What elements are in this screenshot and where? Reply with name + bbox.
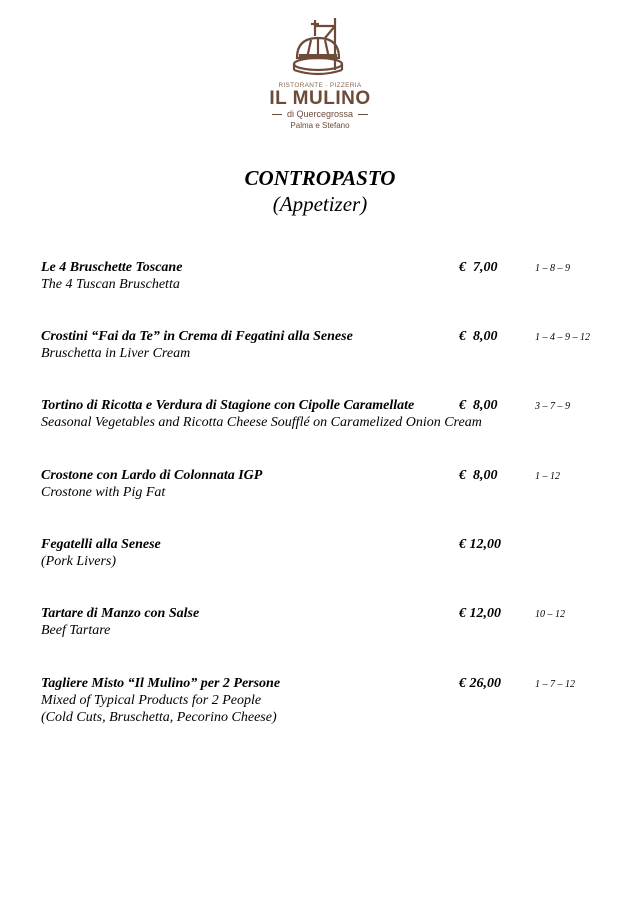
- item-allergens: 1 – 8 – 9: [535, 263, 570, 274]
- item-price: € 12,00: [459, 537, 501, 552]
- item-price: € 8,00: [459, 398, 498, 413]
- logo-location-text: di Quercegrossa: [286, 109, 354, 119]
- item-price: € 26,00: [459, 676, 501, 691]
- menu-item: [41, 259, 611, 293]
- item-description: Mixed of Typical Products for 2 People: [41, 693, 262, 708]
- logo-tagline: RISTORANTE · PIZZERIA: [278, 82, 362, 89]
- menu-item: [41, 397, 611, 431]
- menu-item: [41, 536, 611, 570]
- item-name: Tortino di Ricotta e Verdura di Stagione con Cipolle Caramellate: [41, 398, 415, 413]
- item-description: Crostone with Pig Fat: [41, 485, 166, 500]
- logo-location: [0, 109, 640, 120]
- menu-item: [41, 605, 611, 639]
- item-allergens: 1 – 7 – 12: [535, 679, 575, 690]
- item-price: € 7,00: [459, 260, 498, 275]
- menu-item: [41, 467, 611, 501]
- logo-name: IL MULINO: [269, 88, 371, 109]
- divider: [358, 114, 368, 115]
- item-description: Bruschetta in Liver Cream: [41, 346, 191, 361]
- item-description: Seasonal Vegetables and Ricotta Cheese Soufflé on Caramelized Onion Cream: [41, 415, 482, 430]
- item-description: (Cold Cuts, Bruschetta, Pecorino Cheese): [41, 710, 277, 725]
- section-title: CONTROPASTO: [244, 166, 396, 190]
- item-allergens: 10 – 12: [535, 609, 565, 620]
- item-price: € 8,00: [459, 329, 498, 344]
- divider: [272, 114, 282, 115]
- item-name: Tartare di Manzo con Salse: [41, 606, 200, 621]
- item-name: Crostini “Fai da Te” in Crema di Fegatini alla Senese: [41, 329, 353, 344]
- item-allergens: 3 – 7 – 9: [535, 401, 570, 412]
- item-description: (Pork Livers): [41, 554, 117, 569]
- item-name: Fegatelli alla Senese: [41, 537, 161, 552]
- item-allergens: 1 – 4 – 9 – 12: [535, 332, 590, 343]
- item-allergens: 1 – 12: [535, 471, 560, 482]
- item-name: Le 4 Bruschette Toscane: [41, 260, 183, 275]
- menu-item: [41, 328, 611, 362]
- item-description: Beef Tartare: [41, 623, 111, 638]
- item-price: € 8,00: [459, 468, 498, 483]
- logo-owners: Palma e Stefano: [290, 121, 350, 130]
- restaurant-logo: [0, 14, 640, 131]
- item-name: Tagliere Misto “Il Mulino” per 2 Persone: [41, 676, 281, 691]
- item-description: The 4 Tuscan Bruschetta: [41, 277, 180, 292]
- section-subtitle: (Appetizer): [272, 192, 368, 216]
- menu-item: [41, 675, 611, 726]
- mill-icon: [285, 14, 355, 78]
- item-price: € 12,00: [459, 606, 501, 621]
- item-name: Crostone con Lardo di Colonnata IGP: [41, 468, 263, 483]
